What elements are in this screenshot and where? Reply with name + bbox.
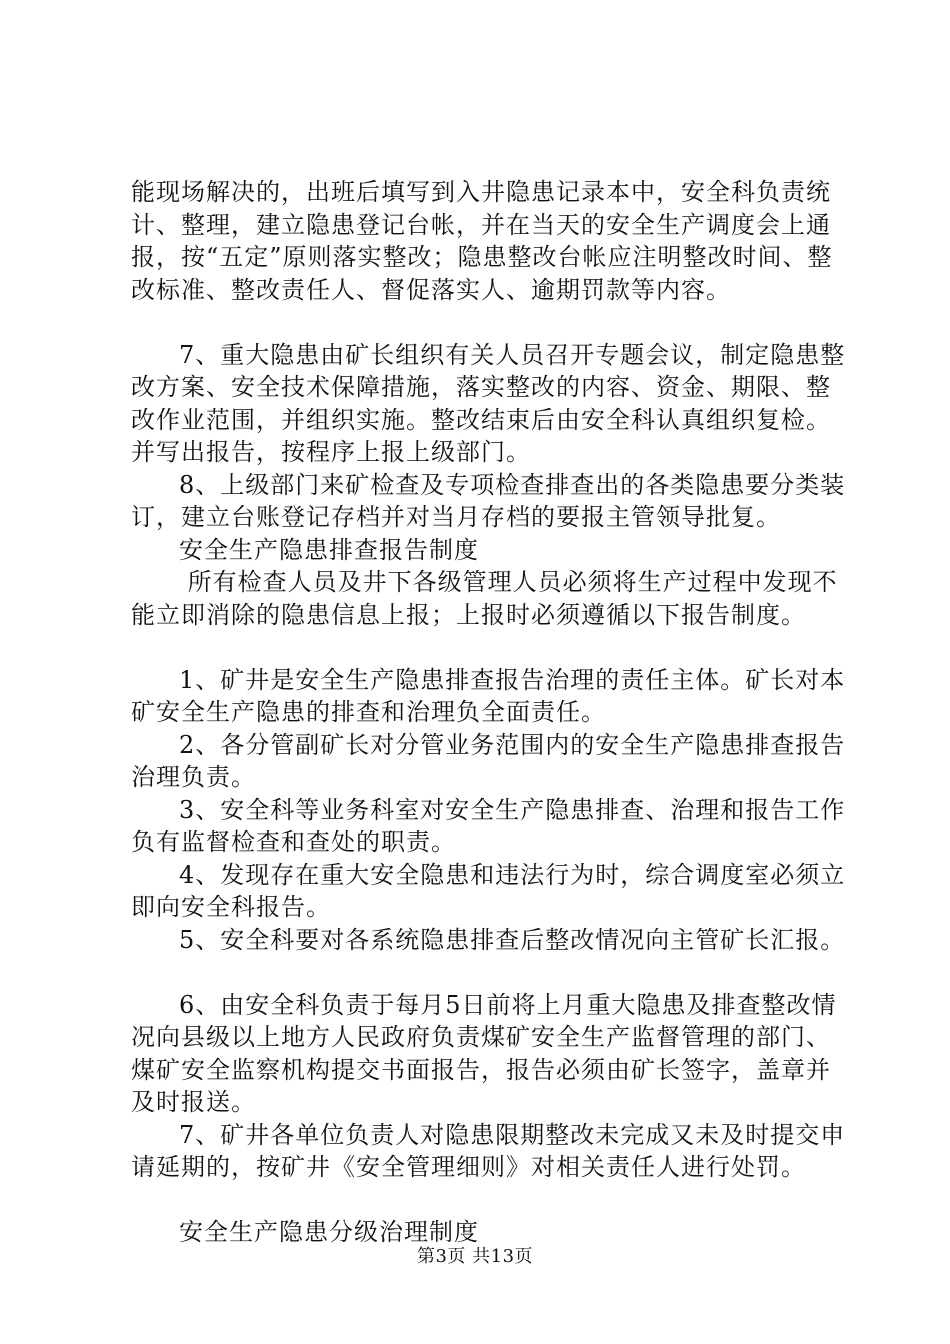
page-footer: 第3页 共13页 (416, 1246, 534, 1267)
paragraph-report-item-4: 4、发现存在重大安全隐患和违法行为时，综合调度室必须立即向安全科报告。 (131, 860, 846, 921)
paragraph-continuation: 能现场解决的，出班后填写到入井隐患记录本中，安全科负责统计、整理，建立隐患登记台帐，并在当天的安全生产调度会上通报，按“五定”原则落实整改；隐患整改台帐应注明整改时间、整改标准、整改责任人、督促落实人、逾期罚款等内容。 (131, 178, 833, 304)
paragraph-item-7: 7、重大隐患由矿长组织有关人员召开专题会议，制定隐患整改方案、安全技术保障措施，落实整改的内容、资金、期限、整改作业范围，并组织实施。整改结束后由安全科认真组织复检。并写出报告，按程序上报上级部门。 (131, 340, 846, 466)
paragraph-report-item-1: 1、矿井是安全生产隐患排查报告治理的责任主体。矿长对本矿安全生产隐患的排查和治理负全面责任。 (131, 665, 846, 726)
paragraph-report-intro: 所有检查人员及井下各级管理人员必须将生产过程中发现不能立即消除的隐患信息上报；上报时必须遵循以下报告制度。 (131, 568, 838, 629)
section-heading-graded-governance: 安全生产隐患分级治理制度 (179, 1218, 479, 1246)
paragraph-report-item-7: 7、矿井各单位负责人对隐患限期整改未完成又未及时提交申请延期的，按矿井《安全管理细则》对相关责任人进行处罚。 (131, 1120, 846, 1181)
paragraph-report-item-2: 2、各分管副矿长对分管业务范围内的安全生产隐患排查报告治理负责。 (131, 730, 846, 791)
paragraph-gap (131, 631, 851, 664)
paragraph-report-item-6: 6、由安全科负责于每月5日前将上月重大隐患及排查整改情况向县级以上地方人民政府负责煤矿安全生产监督管理的部门、煤矿安全监察机构提交书面报告，报告必须由矿长签字，盖章并及时报送。 (131, 990, 837, 1116)
section-heading-report-system: 安全生产隐患排查报告制度 (179, 535, 479, 564)
paragraph-gap (131, 1184, 851, 1217)
paragraph-gap (131, 956, 851, 989)
paragraph-gap (131, 306, 851, 339)
document-body (131, 176, 851, 1249)
paragraph-report-item-3: 3、安全科等业务科室对安全生产隐患排查、治理和报告工作负有监督检查和查处的职责。 (131, 795, 846, 856)
paragraph-item-8: 8、上级部门来矿检查及专项检查排查出的各类隐患要分类装订，建立台账登记存档并对当月存档的要报主管领导批复。 (131, 470, 846, 531)
paragraph-report-item-5: 5、安全科要对各系统隐患排查后整改情况向主管矿长汇报。 (179, 925, 846, 954)
